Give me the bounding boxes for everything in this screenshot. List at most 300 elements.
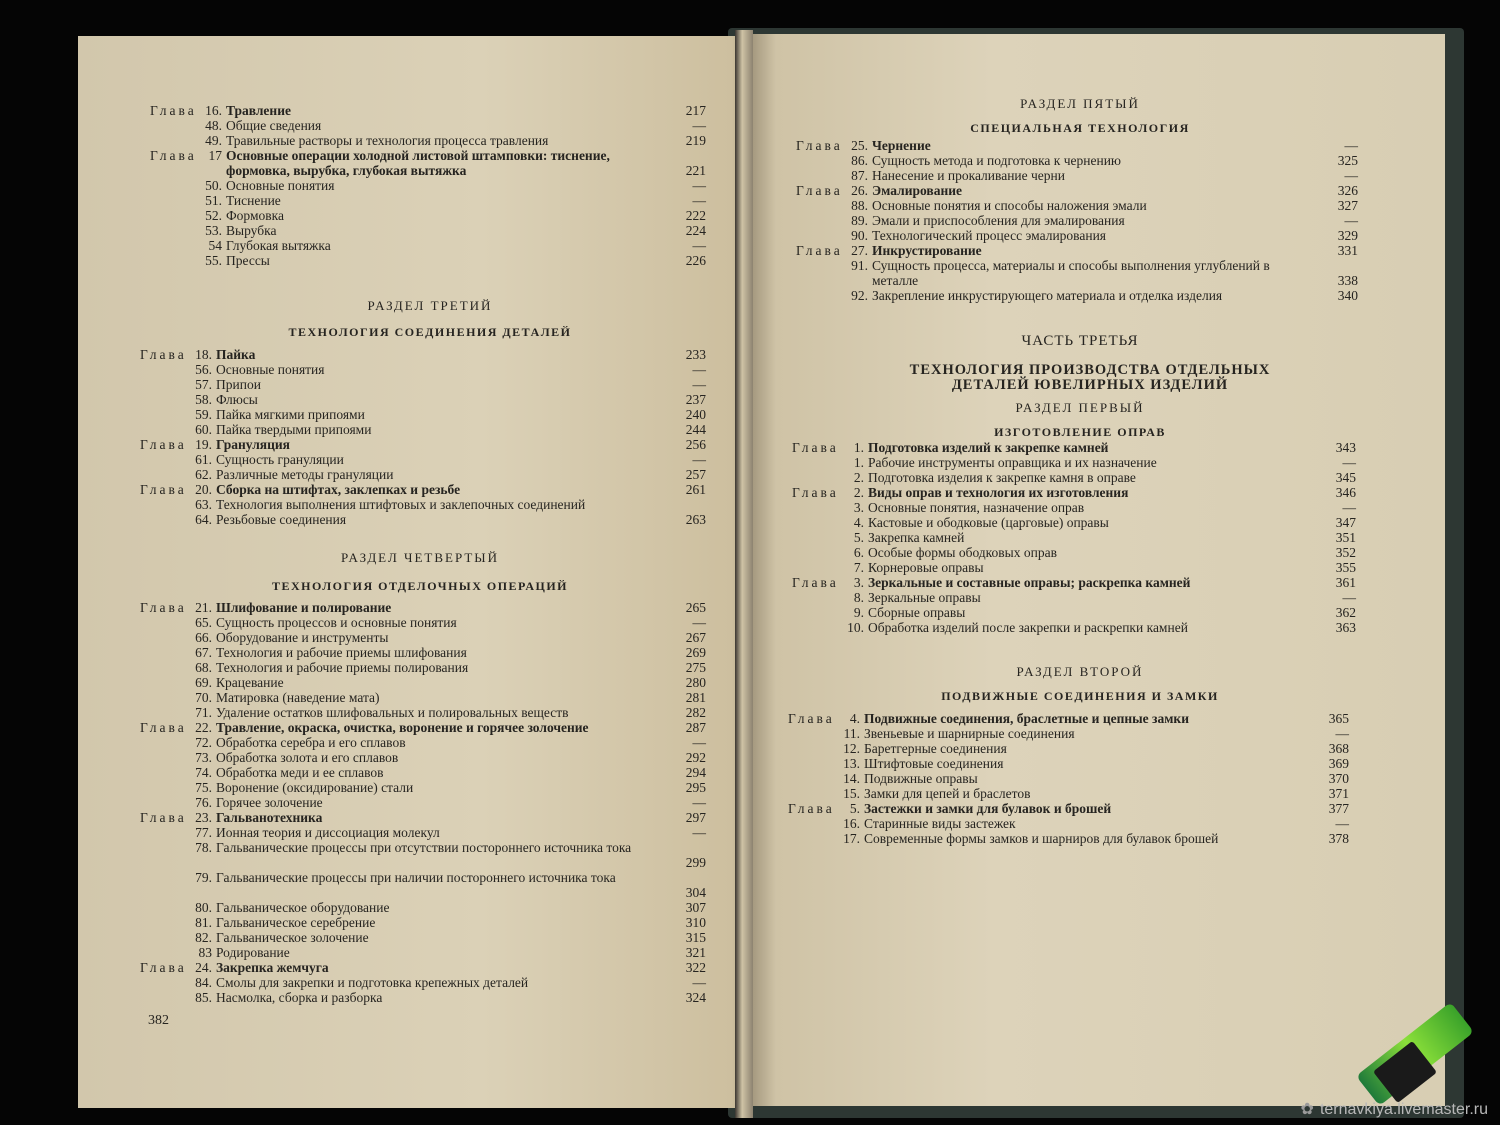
toc-entry-row xyxy=(150,118,710,133)
entry-number: 16. xyxy=(205,103,222,118)
toc-chapter-row xyxy=(140,437,710,452)
entry-number: 18. xyxy=(195,347,212,362)
entry-title: Корнеровые оправы xyxy=(868,560,984,575)
entry-number: 83 xyxy=(198,945,212,960)
toc-chapter-row xyxy=(150,103,710,118)
entry-number: 8. xyxy=(853,590,864,605)
entry-number: 64. xyxy=(195,512,212,527)
toc-entry-row xyxy=(796,213,1362,228)
entry-number: 86. xyxy=(851,153,868,168)
entry-page-number: 325 xyxy=(1337,153,1358,168)
entry-page-number: 282 xyxy=(685,705,706,720)
toc-entry-row xyxy=(792,500,1360,515)
entry-title: Удаление остатков шлифовальных и полировальных веществ xyxy=(216,705,569,720)
entry-title: Подвижные оправы xyxy=(864,771,978,786)
entry-number: 88. xyxy=(851,198,868,213)
section-heading: РАЗДЕЛ ЧЕТВЕРТЫЙ xyxy=(340,550,500,565)
entry-number: 90. xyxy=(851,228,868,243)
entry-number: 71. xyxy=(195,705,212,720)
entry-number: 21. xyxy=(195,600,212,615)
toc-block-left-top xyxy=(150,103,710,268)
section-heading: РАЗДЕЛ ВТОРОЙ xyxy=(1016,664,1144,679)
entry-title: Застежки и замки для булавок и брошей xyxy=(864,801,1112,816)
toc-entry-row xyxy=(140,377,710,392)
toc-chapter-row xyxy=(792,440,1360,455)
entry-page-number: 299 xyxy=(685,855,706,870)
toc-entry-row xyxy=(140,422,710,437)
toc-entry-row xyxy=(140,750,710,765)
entry-page-number: — xyxy=(692,735,706,750)
entry-number: 81. xyxy=(195,915,212,930)
entry-number: 91. xyxy=(851,258,868,273)
entry-page-number: 378 xyxy=(1328,831,1349,846)
chapter-label: Глава xyxy=(792,440,839,455)
entry-title: Обработка изделий после закрепки и раскрепки камней xyxy=(868,620,1188,635)
entry-number: 9. xyxy=(853,605,864,620)
entry-page-number: 295 xyxy=(685,780,706,795)
entry-title: Старинные виды застежек xyxy=(864,816,1016,831)
entry-title: Основные понятия xyxy=(226,178,335,193)
entry-number: 73. xyxy=(195,750,212,765)
chapter-label: Глава xyxy=(796,138,843,153)
entry-page-number: — xyxy=(1342,500,1356,515)
toc-block-section1 xyxy=(792,440,1360,635)
entry-page-number: — xyxy=(1335,726,1349,741)
entry-number: 2. xyxy=(853,470,864,485)
entry-title: Сущность процессов и основные понятия xyxy=(216,615,457,630)
toc-entry-row xyxy=(792,455,1360,470)
entry-page-number: — xyxy=(692,615,706,630)
toc-entry-row xyxy=(788,771,1353,786)
entry-title: Сущность метода и подготовка к чернению xyxy=(872,153,1122,168)
toc-chapter-row xyxy=(792,575,1360,590)
toc-entry-row xyxy=(140,840,710,870)
entry-title: Баретгерные соединения xyxy=(864,741,1007,756)
entry-number: 17. xyxy=(843,831,860,846)
entry-number: 59. xyxy=(195,407,212,422)
toc-entry-row xyxy=(140,615,710,630)
entry-page-number: — xyxy=(692,825,706,840)
entry-title: Гальваническое оборудование xyxy=(216,900,390,915)
entry-page-number: 267 xyxy=(685,630,706,645)
entry-title: Гальванические процессы при отсутствии постороннего источника тока xyxy=(216,840,632,855)
entry-page-number: — xyxy=(1344,138,1358,153)
entry-title: Травление xyxy=(226,103,291,118)
toc-entry-row xyxy=(792,605,1360,620)
entry-number: 85. xyxy=(195,990,212,1005)
entry-title: Насмолка, сборка и разборка xyxy=(216,990,383,1005)
entry-number: 68. xyxy=(195,660,212,675)
toc-chapter-row xyxy=(140,482,710,497)
entry-page-number: 280 xyxy=(685,675,706,690)
toc-entry-row xyxy=(150,178,710,193)
entry-title: Сборка на штифтах, заклепках и резьбе xyxy=(216,482,461,497)
entry-title: Нанесение и прокаливание черни xyxy=(872,168,1065,183)
toc-entry-row xyxy=(140,735,710,750)
entry-number: 65. xyxy=(195,615,212,630)
entry-page-number: — xyxy=(1342,590,1356,605)
entry-title: Обработка золота и его сплавов xyxy=(216,750,399,765)
entry-number: 7. xyxy=(853,560,864,575)
chapter-label: Глава xyxy=(796,183,843,198)
entry-number: 55. xyxy=(205,253,222,268)
chapter-label: Глава xyxy=(150,103,197,118)
toc-chapter-row xyxy=(788,801,1353,816)
entry-page-number: — xyxy=(692,452,706,467)
toc-entry-row xyxy=(140,825,710,840)
toc-entry-row xyxy=(796,153,1362,168)
entry-page-number: 294 xyxy=(685,765,706,780)
entry-title: Замки для цепей и браслетов xyxy=(864,786,1031,801)
entry-page-number: 327 xyxy=(1337,198,1358,213)
entry-page-number: — xyxy=(692,362,706,377)
chapter-label: Глава xyxy=(150,148,197,163)
toc-chapter-row xyxy=(150,148,710,178)
entry-number: 3. xyxy=(853,575,864,590)
entry-number: 27. xyxy=(851,243,868,258)
entry-title: Пайка xyxy=(216,347,256,362)
entry-number: 54 xyxy=(208,238,222,253)
toc-entry-row xyxy=(140,975,710,990)
entry-page-number: — xyxy=(692,178,706,193)
toc-chapter-row xyxy=(140,960,710,975)
entry-title: Сборные оправы xyxy=(868,605,966,620)
entry-page-number: 351 xyxy=(1335,530,1356,545)
entry-number: 80. xyxy=(195,900,212,915)
entry-number: 66. xyxy=(195,630,212,645)
entry-number: 24. xyxy=(195,960,212,975)
toc-entry-row xyxy=(140,915,710,930)
entry-page-number: 346 xyxy=(1335,485,1356,500)
entry-number: 4. xyxy=(853,515,864,530)
toc-entry-row xyxy=(796,258,1362,288)
chapter-label: Глава xyxy=(792,485,839,500)
entry-title: Основные операции холодной листовой штамповки: тиснение, формовка, вырубка, глубокая вытяжка xyxy=(226,148,610,178)
entry-title: Гальваническое серебрение xyxy=(216,915,376,930)
entry-title: Штифтовые соединения xyxy=(864,756,1004,771)
entry-number: 22. xyxy=(195,720,212,735)
entry-number: 78. xyxy=(195,840,212,855)
entry-page-number: 256 xyxy=(685,437,706,452)
entry-page-number: 297 xyxy=(685,810,706,825)
entry-title: Обработка меди и ее сплавов xyxy=(216,765,384,780)
book-spine xyxy=(735,30,753,1118)
entry-page-number: 233 xyxy=(685,347,706,362)
toc-entry-row xyxy=(140,705,710,720)
entry-title: Грануляция xyxy=(216,437,290,452)
toc-block-section4 xyxy=(140,600,710,1005)
entry-number: 1. xyxy=(853,455,864,470)
entry-title: Инкрустирование xyxy=(872,243,982,258)
entry-page-number: 345 xyxy=(1335,470,1356,485)
entry-title: Горячее золочение xyxy=(216,795,323,810)
chapter-label: Глава xyxy=(788,711,835,726)
toc-entry-row xyxy=(150,193,710,208)
entry-number: 17 xyxy=(208,148,222,163)
toc-entry-row xyxy=(140,630,710,645)
toc-entry-row xyxy=(150,133,710,148)
toc-chapter-row xyxy=(140,720,710,735)
entry-page-number: 275 xyxy=(685,660,706,675)
entry-title: Виды оправ и технология их изготовления xyxy=(868,485,1129,500)
entry-number: 63. xyxy=(195,497,212,512)
entry-title: Оборудование и инструменты xyxy=(216,630,389,645)
entry-number: 87. xyxy=(851,168,868,183)
entry-title: Различные методы грануляции xyxy=(216,467,394,482)
watermark-text: ternavkiya.livemaster.ru xyxy=(1319,1101,1488,1118)
entry-title: Матировка (наведение мата) xyxy=(216,690,380,705)
toc-entry-row xyxy=(140,930,710,945)
page-number: 382 xyxy=(148,1013,169,1028)
entry-page-number: 310 xyxy=(685,915,706,930)
watermark xyxy=(1301,1099,1488,1119)
toc-entry-row xyxy=(140,945,710,960)
entry-title: Звеньевые и шарнирные соединения xyxy=(864,726,1075,741)
entry-number: 23. xyxy=(195,810,212,825)
entry-title: Обработка серебра и его сплавов xyxy=(216,735,406,750)
entry-number: 4. xyxy=(849,711,860,726)
entry-number: 20. xyxy=(195,482,212,497)
entry-page-number: 377 xyxy=(1328,801,1349,816)
toc-entry-row xyxy=(140,675,710,690)
chapter-label: Глава xyxy=(792,575,839,590)
toc-entry-row xyxy=(792,530,1360,545)
entry-number: 89. xyxy=(851,213,868,228)
entry-page-number: 352 xyxy=(1335,545,1356,560)
entry-page-number: — xyxy=(692,975,706,990)
toc-entry-row xyxy=(788,726,1353,741)
flower-icon: ✿ xyxy=(1300,1101,1314,1118)
entry-number: 77. xyxy=(195,825,212,840)
entry-number: 57. xyxy=(195,377,212,392)
entry-number: 76. xyxy=(195,795,212,810)
entry-page-number: 281 xyxy=(685,690,706,705)
entry-title: Глубокая вытяжка xyxy=(226,238,331,253)
entry-number: 5. xyxy=(853,530,864,545)
entry-page-number: 244 xyxy=(685,422,706,437)
entry-page-number: — xyxy=(1344,168,1358,183)
toc-entry-row xyxy=(140,645,710,660)
entry-page-number: 224 xyxy=(685,223,706,238)
entry-page-number: 222 xyxy=(685,208,706,223)
entry-page-number: 321 xyxy=(685,945,706,960)
section-title: ТЕХНОЛОГИЯ СОЕДИНЕНИЯ ДЕТАЛЕЙ xyxy=(288,325,572,339)
entry-page-number: 240 xyxy=(685,407,706,422)
entry-title: Чернение xyxy=(872,138,931,153)
entry-page-number: 315 xyxy=(685,930,706,945)
entry-title: Прессы xyxy=(226,253,270,268)
toc-entry-row xyxy=(788,786,1353,801)
entry-title: Гальваническое золочение xyxy=(216,930,369,945)
entry-page-number: 237 xyxy=(685,392,706,407)
entry-number: 16. xyxy=(843,816,860,831)
entry-title: Подготовка изделия к закрепке камня в оправе xyxy=(868,470,1136,485)
toc-chapter-row xyxy=(140,600,710,615)
entry-page-number: 307 xyxy=(685,900,706,915)
entry-title: Смолы для закрепки и подготовка крепежных деталей xyxy=(216,975,529,990)
entry-number: 62. xyxy=(195,467,212,482)
entry-page-number: — xyxy=(1335,816,1349,831)
toc-entry-row xyxy=(796,288,1362,303)
entry-number: 74. xyxy=(195,765,212,780)
entry-title: Припои xyxy=(216,377,261,392)
entry-number: 75. xyxy=(195,780,212,795)
entry-number: 6. xyxy=(853,545,864,560)
toc-entry-row xyxy=(140,780,710,795)
entry-page-number: 355 xyxy=(1335,560,1356,575)
part-title: ТЕХНОЛОГИЯ ПРОИЗВОДСТВА ОТДЕЛЬНЫХ ДЕТАЛЕЙ ЮВЕЛИРНЫХ ИЗДЕЛИЙ xyxy=(909,362,1271,393)
entry-number: 72. xyxy=(195,735,212,750)
entry-page-number: 369 xyxy=(1328,756,1349,771)
entry-number: 67. xyxy=(195,645,212,660)
entry-number: 56. xyxy=(195,362,212,377)
toc-chapter-row xyxy=(796,183,1362,198)
entry-page-number: 226 xyxy=(685,253,706,268)
entry-page-number: 361 xyxy=(1335,575,1356,590)
entry-page-number: 368 xyxy=(1328,741,1349,756)
entry-title: Шлифование и полирование xyxy=(216,600,392,615)
toc-entry-row xyxy=(150,223,710,238)
entry-title: Зеркальные оправы xyxy=(868,590,981,605)
toc-chapter-row xyxy=(792,485,1360,500)
toc-entry-row xyxy=(140,407,710,422)
entry-title: Эмалирование xyxy=(872,183,962,198)
entry-title: Современные формы замков и шарниров для булавок брошей xyxy=(864,831,1219,846)
part-heading: ЧАСТЬ ТРЕТЬЯ xyxy=(1021,333,1139,349)
entry-page-number: 304 xyxy=(685,885,706,900)
toc-entry-row xyxy=(150,208,710,223)
entry-title: Флюсы xyxy=(216,392,258,407)
entry-title: Технология и рабочие приемы полирования xyxy=(216,660,469,675)
chapter-label: Глава xyxy=(140,347,187,362)
entry-title: Эмали и приспособления для эмалирования xyxy=(872,213,1125,228)
entry-title: Формовка xyxy=(226,208,284,223)
entry-title: Пайка твердыми припоями xyxy=(216,422,372,437)
entry-page-number: 261 xyxy=(685,482,706,497)
entry-page-number: 265 xyxy=(685,600,706,615)
toc-entry-row xyxy=(140,690,710,705)
toc-chapter-row xyxy=(796,243,1362,258)
entry-title: Закрепление инкрустирующего материала и отделка изделия xyxy=(872,288,1223,303)
entry-number: 79. xyxy=(195,870,212,885)
entry-page-number: 371 xyxy=(1328,786,1349,801)
entry-page-number: 365 xyxy=(1328,711,1349,726)
entry-number: 82. xyxy=(195,930,212,945)
entry-title: Травление, окраска, очистка, воронение и горячее золочение xyxy=(216,720,589,735)
entry-number: 25. xyxy=(851,138,868,153)
section-heading: РАЗДЕЛ ПЯТЫЙ xyxy=(1020,96,1140,111)
entry-number: 11. xyxy=(843,726,860,741)
entry-number: 5. xyxy=(849,801,860,816)
entry-page-number: 343 xyxy=(1335,440,1356,455)
entry-title: Закрепка камней xyxy=(868,530,965,545)
entry-number: 58. xyxy=(195,392,212,407)
entry-title: Сущность грануляции xyxy=(216,452,344,467)
entry-title: Подготовка изделий к закрепке камней xyxy=(868,440,1109,455)
toc-entry-row xyxy=(796,198,1362,213)
chapter-label: Глава xyxy=(140,810,187,825)
toc-entry-row xyxy=(140,765,710,780)
entry-number: 92. xyxy=(851,288,868,303)
entry-title: Крацевание xyxy=(216,675,284,690)
entry-title: Технология и рабочие приемы шлифования xyxy=(216,645,467,660)
toc-entry-row xyxy=(792,620,1360,635)
entry-page-number: 217 xyxy=(685,103,706,118)
entry-number: 12. xyxy=(843,741,860,756)
entry-title: Кастовые и ободковые (царговые) оправы xyxy=(868,515,1109,530)
toc-entry-row xyxy=(788,741,1353,756)
entry-title: Основные понятия xyxy=(216,362,325,377)
toc-chapter-row xyxy=(796,138,1362,153)
entry-page-number: 257 xyxy=(685,467,706,482)
entry-number: 50. xyxy=(205,178,222,193)
entry-number: 52. xyxy=(205,208,222,223)
toc-entry-row xyxy=(140,497,710,512)
entry-number: 84. xyxy=(195,975,212,990)
entry-title: Основные понятия, назначение оправ xyxy=(868,500,1085,515)
entry-number: 60. xyxy=(195,422,212,437)
entry-number: 70. xyxy=(195,690,212,705)
chapter-label: Глава xyxy=(140,600,187,615)
entry-page-number: 370 xyxy=(1328,771,1349,786)
toc-block-section5 xyxy=(796,138,1362,303)
toc-chapter-row xyxy=(140,810,710,825)
toc-entry-row xyxy=(140,452,710,467)
section-heading: РАЗДЕЛ ПЕРВЫЙ xyxy=(1015,400,1145,415)
entry-page-number: — xyxy=(1344,213,1358,228)
toc-entry-row xyxy=(792,545,1360,560)
entry-page-number: 331 xyxy=(1337,243,1358,258)
section-title: ПОДВИЖНЫЕ СОЕДИНЕНИЯ И ЗАМКИ xyxy=(941,689,1219,703)
entry-number: 53. xyxy=(205,223,222,238)
toc-entry-row xyxy=(792,560,1360,575)
toc-entry-row xyxy=(140,392,710,407)
entry-title: Технологический процесс эмалирования xyxy=(872,228,1107,243)
entry-title: Зеркальные и составные оправы; раскрепка камней xyxy=(868,575,1191,590)
entry-number: 13. xyxy=(843,756,860,771)
entry-title: Общие сведения xyxy=(226,118,322,133)
toc-entry-row xyxy=(792,470,1360,485)
toc-entry-row xyxy=(788,816,1353,831)
entry-number: 14. xyxy=(843,771,860,786)
toc-entry-row xyxy=(792,515,1360,530)
entry-page-number: — xyxy=(692,238,706,253)
toc-entry-row xyxy=(140,512,710,527)
entry-page-number: 363 xyxy=(1335,620,1356,635)
entry-number: 3. xyxy=(853,500,864,515)
entry-number: 1. xyxy=(853,440,864,455)
toc-chapter-row xyxy=(140,347,710,362)
toc-entry-row xyxy=(140,660,710,675)
toc-entry-row xyxy=(140,467,710,482)
chapter-label: Глава xyxy=(140,720,187,735)
entry-title: Сущность процесса, материалы и способы выполнения углублений в металле xyxy=(872,258,1270,288)
section-heading: РАЗДЕЛ ТРЕТИЙ xyxy=(367,298,493,313)
entry-page-number: — xyxy=(692,795,706,810)
entry-title: Ионная теория и диссоциация молекул xyxy=(216,825,440,840)
chapter-label: Глава xyxy=(140,482,187,497)
entry-page-number: 362 xyxy=(1335,605,1356,620)
toc-block-section3 xyxy=(140,347,710,527)
entry-title: Технология выполнения штифтовых и заклепочных соединений xyxy=(216,497,586,512)
toc-entry-row xyxy=(796,168,1362,183)
entry-page-number: 287 xyxy=(685,720,706,735)
toc-entry-row xyxy=(140,900,710,915)
entry-number: 10. xyxy=(847,620,864,635)
entry-number: 48. xyxy=(205,118,222,133)
toc-entry-row xyxy=(140,990,710,1005)
entry-page-number: — xyxy=(692,377,706,392)
